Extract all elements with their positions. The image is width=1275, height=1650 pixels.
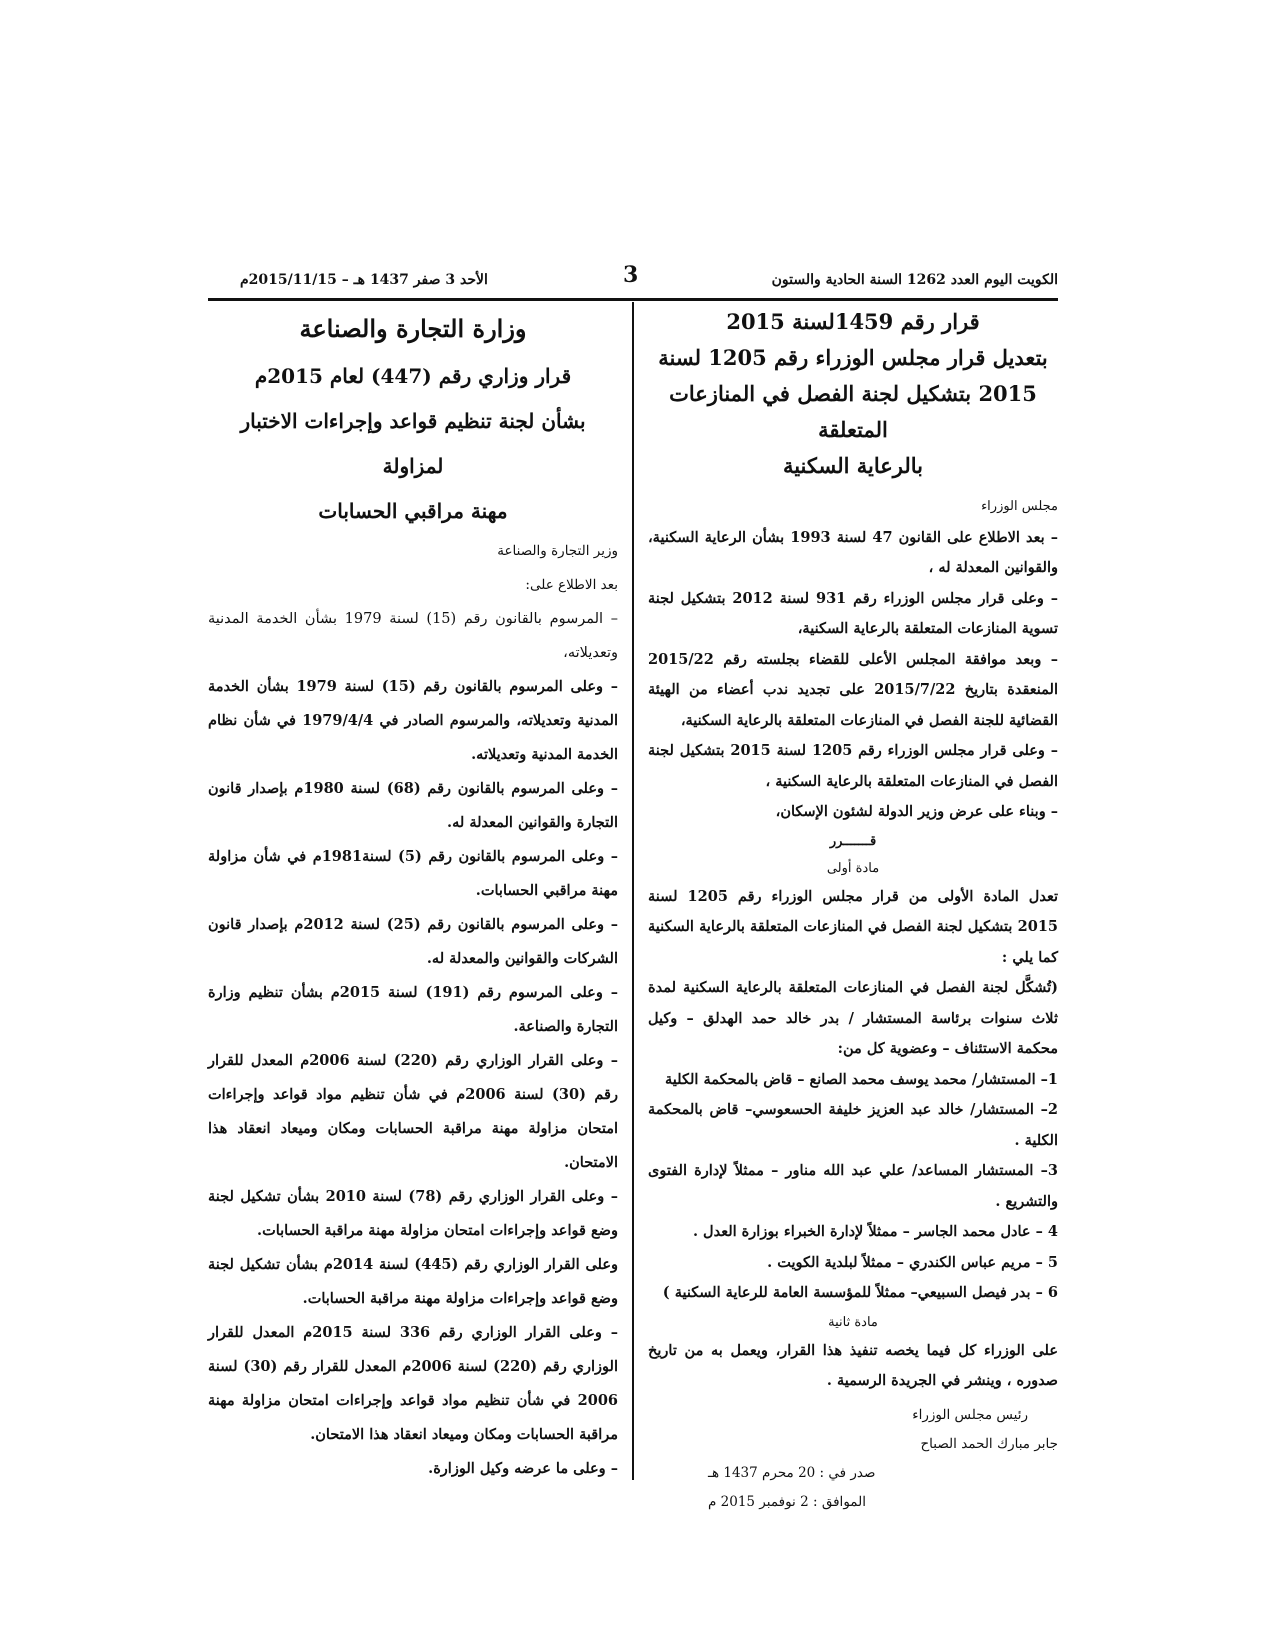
recital: – بعد الاطلاع على القانون 47 لسنة 1993 بشأن الرعاية السكنية، والقوانين المعدلة له ،	[648, 528, 1059, 576]
article-1-title: مادة أولى	[826, 860, 880, 876]
page-number: 3	[623, 262, 639, 288]
committee-member: 2– المستشار/ خالد عبد العزيز خليفة الحسعوسي– قاض بالمحكمة الكلية .	[648, 1101, 1058, 1149]
article-2-title: مادة ثانية	[828, 1314, 878, 1330]
recital: وعلى القرار الوزاري رقم (445) لسنة 2014م بشأن تشكيل لجنة وضع قواعد وإجراءات مزاولة مهنة مراقبة الحسابات.	[208, 1256, 619, 1307]
committee-member: 4 – عادل محمد الجاسر – ممثلاً لإدارة الخبراء بوزارة العدل .	[692, 1223, 1058, 1240]
decision-subject-line: بالرعاية السكنية	[782, 453, 924, 478]
recital: – وعلى المرسوم بالقانون رقم (68) لسنة 1980م بإصدار قانون التجارة والقوانين المعدلة له.	[208, 780, 618, 831]
recital: – وعلى المرسوم رقم (191) لسنة 2015م بشأن تنظيم وزارة التجارة والصناعة.	[208, 984, 619, 1035]
signatory-title: رئيس مجلس الوزراء	[912, 1406, 1028, 1423]
header-rule	[208, 298, 1058, 301]
decision-subject-line: 2015 بتشكيل لجنة الفصل في المنازعات المتعلقة	[669, 381, 1037, 442]
signatory-name: جابر مبارك الحمد الصباح	[920, 1435, 1058, 1452]
decision-title: قرار وزاري رقم (447) لعام 2015م	[254, 364, 572, 388]
decision-subject-line: بشأن لجنة تنظيم قواعد وإجراءات الاختبار لمزاولة	[240, 409, 586, 478]
article-2-text: على الوزراء كل فيما يخصه تنفيذ هذا القرار، ويعمل به من تاريخ صدوره ، وينشر في الجريدة الرسمية .	[648, 1341, 1058, 1389]
header-date: الأحد 3 صفر 1437 هـ – 2015/11/15م	[240, 272, 488, 288]
header-publication: الكويت اليوم العدد 1262 السنة الحادية والستون	[771, 272, 1058, 288]
ministry-name: وزارة التجارة والصناعة	[299, 314, 527, 343]
recital: – وعلى القرار الوزاري رقم 336 لسنة 2015م المعدل للقرار الوزاري رقم (220) لسنة 2006م المعدل للقرار رقم (30) لسنة 2006 في شأن تنظيم مواد قواعد وإجراءات امتحان مزاولة مهنة مراقبة الحسابات ومكان وميعاد انعقاد هذا الامتحان.	[208, 1324, 618, 1443]
issuer: مجلس الوزراء	[981, 499, 1058, 514]
recital: – وعلى المرسوم بالقانون رقم (15) لسنة 1979 بشأن الخدمة المدنية وتعديلاته، والمرسوم الصادر في 1979/4/4 في شأن نظام الخدمة المدنية وتعديلاته.	[208, 678, 619, 763]
committee-member: 3– المستشار المساعد/ علي عبد الله مناور – ممثلاً لإدارة الفتوى والتشريع .	[648, 1162, 1058, 1210]
recital: – وعلى قرار مجلس الوزراء رقم 931 لسنة 2012 بتشكيل لجنة تسوية المنازعات المتعلقة بالرعاية السكنية،	[648, 589, 1059, 637]
committee-member: 5 – مريم عباس الكندري – ممثلاً لبلدية الكويت .	[767, 1253, 1058, 1271]
recital: – وبناء على عرض وزير الدولة لشئون الإسكان،	[775, 803, 1058, 820]
issued-gregorian: الموافق : 2 نوفمبر 2015 م	[708, 1493, 866, 1510]
issued-hijri: صدر في : 20 محرم 1437 هـ	[708, 1464, 876, 1481]
recital: – وعلى قرار مجلس الوزراء رقم 1205 لسنة 2015 بتشكيل لجنة الفصل في المنازعات المتعلقة بالرعاية السكنية ،	[648, 742, 1059, 790]
article-1-quote: (تُشكَّل لجنة الفصل في المنازعات المتعلقة بالرعاية السكنية لمدة ثلاث سنوات برئاسة المستشار / بدر خالد حمد الهدلق – وكيل محكمة الاستئناف – وعضوية كل من:	[648, 979, 1058, 1057]
decision-title: قرار رقم 1459لسنة 2015	[726, 309, 980, 334]
left-column	[208, 304, 618, 1486]
committee-member: 6 – بدر فيصل السبيعي– ممثلاً للمؤسسة العامة للرعاية السكنية )	[662, 1284, 1058, 1301]
decided-heading: قـــــــرر	[829, 833, 877, 849]
recital: – وعلى القرار الوزاري رقم (78) لسنة 2010 بشأن تشكيل لجنة وضع قواعد وإجراءات امتحان مزاولة مهنة مراقبة الحسابات.	[208, 1188, 618, 1239]
page-header	[208, 262, 1058, 296]
committee-member: 1– المستشار/ محمد يوسف محمد الصانع – قاض بالمحكمة الكلية	[665, 1070, 1058, 1088]
right-column	[648, 304, 1058, 1517]
decision-subject-line: مهنة مراقبي الحسابات	[318, 499, 508, 523]
recital: – وعلى ما عرضه وكيل الوزارة.	[428, 1460, 618, 1477]
recital: – وعلى القرار الوزاري رقم (220) لسنة 2006م المعدل للقرار رقم (30) لسنة 2006م في شأن تنظيم مواد قواعد وإجراءات امتحان مزاولة مهنة مراقبة الحسابات ومكان وميعاد انعقاد هذا الامتحان.	[208, 1052, 618, 1171]
recital: – وبعد موافقة المجلس الأعلى للقضاء بجلسته رقم 2015/22 المنعقدة بتاريخ 2015/7/22 على تجديد ندب أعضاء من الهيئة القضائية للجنة الفصل في المنازعات المتعلقة بالرعاية السكنية،	[648, 650, 1058, 729]
recital: – وعلى المرسوم بالقانون رقم (25) لسنة 2012م بإصدار قانون الشركات والقوانين والمعدلة له.	[208, 916, 618, 967]
column-divider	[632, 302, 634, 1480]
recital: – المرسوم بالقانون رقم (15) لسنة 1979 بشأن الخدمة المدنية وتعديلاته،	[208, 611, 618, 661]
decision-subject-line: بتعديل قرار مجلس الوزراء رقم 1205 لسنة	[658, 345, 1048, 370]
minister: وزير التجارة والصناعة	[497, 543, 618, 559]
article-1-text: تعدل المادة الأولى من قرار مجلس الوزراء رقم 1205 لسنة 2015 بتشكيل لجنة الفصل في المنازعات المتعلقة بالرعاية السكنية كما يلي :	[648, 887, 1058, 966]
after-review: بعد الاطلاع على:	[525, 577, 618, 593]
recital: – وعلى المرسوم بالقانون رقم (5) لسنة1981م في شأن مزاولة مهنة مراقبي الحسابات.	[208, 848, 618, 899]
